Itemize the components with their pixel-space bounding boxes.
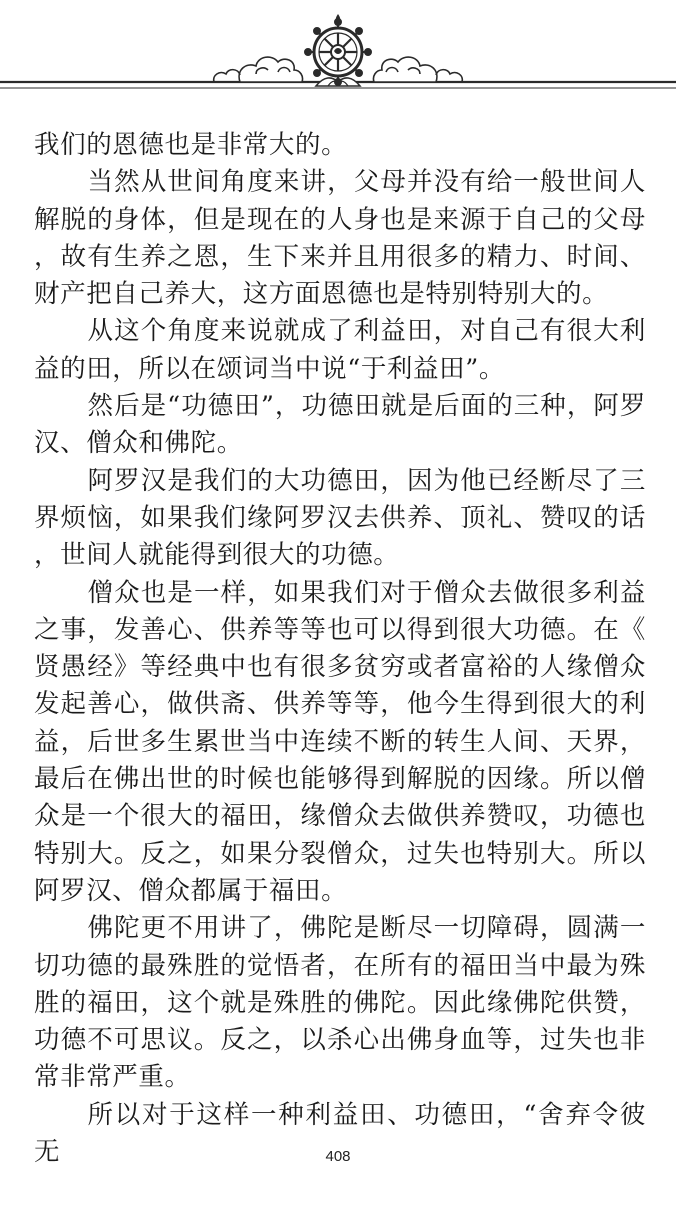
paragraph: 我们的恩德也是非常大的。: [34, 130, 348, 160]
header-ornament: [0, 0, 676, 110]
paragraph: 从这个角度来说就成了利益田，对自己有很大利益的田，所以在颂词当中说“于利益田”。: [34, 316, 646, 384]
paragraph: 僧众也是一样，如果我们对于僧众去做很多利益之事，发善心、供养等等也可以得到很大功德。在《贤愚经》等经典中也有很多贫穷或者富裕的人缘僧众发起善心，做供斋、供养等等，他今生得到很大的利益，后世多生累世当中连续不断的转生人间、天界，最后在佛出世的时候也能够得到解脱的因缘。所以僧众是一个很大的福田，缘僧众去做供养赞叹，功德也特别大。反之，如果分裂僧众，过失也特别大。所以阿罗汉、僧众都属于福田。: [34, 577, 646, 906]
paragraph: 然后是“功德田”，功德田就是后面的三种，阿罗汉、僧众和佛陀。: [34, 391, 646, 459]
paragraph: 所以对于这样一种利益田、功德田，“舍弃令彼无: [34, 1099, 646, 1168]
page-number: 408: [325, 1148, 351, 1165]
body-text: [34, 127, 646, 1171]
dharma-wheel-icon: [305, 14, 371, 86]
paragraph: 当然从世间角度来讲，父母并没有给一般世间人解脱的身体，但是现在的人身也是来源于自己的父母，故有生养之恩，生下来并且用很多的精力、时间、财产把自己养大，这方面恩德也是特别特别大的。: [34, 167, 646, 310]
paragraph: 佛陀更不用讲了，佛陀是断尽一切障碍，圆满一切功德的最殊胜的觉悟者，在所有的福田当中最为殊胜的福田，这个就是殊胜的佛陀。因此缘佛陀供赞，功德不可思议。反之，以杀心出佛身血等，过失也非常非常严重。: [34, 913, 646, 1093]
auspicious-cloud-icon: [373, 57, 462, 82]
page-header: [0, 0, 676, 110]
auspicious-cloud-icon: [214, 57, 303, 82]
paragraph: 阿罗汉是我们的大功德田，因为他已经断尽了三界烦恼，如果我们缘阿罗汉去供养、顶礼、赞叹的话，世间人就能得到很大的功德。: [34, 465, 646, 571]
